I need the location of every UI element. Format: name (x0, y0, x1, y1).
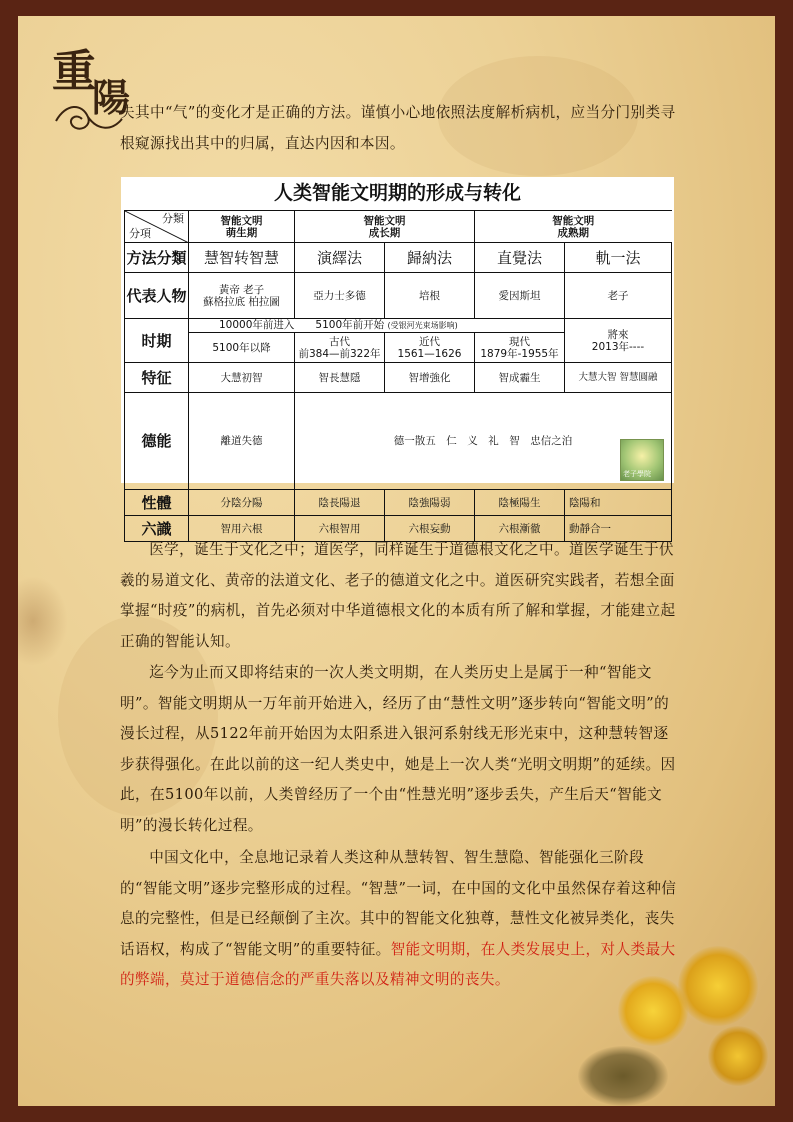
table-cell: 陰極陽生 (475, 490, 565, 516)
table-cell (475, 333, 565, 363)
table-cell: 六根智用 (295, 516, 385, 542)
header-text: 智能文明 成长期 (363, 214, 406, 239)
stamp-text: 老子學院 (623, 470, 651, 478)
paragraph-1: 医学，诞生于文化之中；道医学，同样诞生于道德根文化之中。道医学诞生于伏羲的易道文化、黄帝的法道文化、老子的德道文化之中。道医研究实践者，若想全面掌握“时疫”的病机，首先必须对中华道德根文化的本质有所了解和掌握，才能建立起正确的智能认知。 (120, 541, 676, 650)
table-cell (295, 333, 385, 363)
figure-title: 人类智能文明期的形成与转化 (273, 182, 521, 204)
table-cell: 六根妄動 (385, 516, 475, 542)
table-cell: 六根漸徹 (475, 516, 565, 542)
logo-swirl-icon (48, 101, 128, 141)
table-cell (189, 273, 295, 319)
table-cell: 老子 (565, 273, 672, 319)
table-cell (565, 319, 672, 363)
row-label: 性體 (125, 490, 189, 516)
table-cell (385, 333, 475, 363)
paragraph-intro: 失其中“气”的变化才是正确的方法。谨慎小心地依照法度解析病机，应当分门别类寻根窥源找出其中的归属，直达内因和本因。 (120, 104, 676, 152)
header-mature (475, 211, 672, 243)
table-cell: 5100年以降 (189, 333, 295, 363)
period-span-cell (189, 319, 565, 333)
table-cell: 培根 (385, 273, 475, 319)
table-row-method (125, 243, 672, 273)
table-cell: 陰強陽弱 (385, 490, 475, 516)
table-row-nature (125, 490, 672, 516)
table-corner-cell (125, 211, 189, 243)
cell-text: 將來 2013年---- (591, 328, 645, 353)
table-row-virtue (125, 393, 672, 490)
table-row-feature (125, 363, 672, 393)
chrysanthemum-icon (708, 1026, 768, 1086)
table-cell: 智成霾生 (475, 363, 565, 393)
cell-text: 古代 前384—前322年 (298, 335, 381, 360)
table-cell: 直覺法 (475, 243, 565, 273)
civilization-table (124, 210, 672, 542)
table-cell: 大慧初智 (189, 363, 295, 393)
table-cell: 演繹法 (295, 243, 385, 273)
table-cell: 愛因斯坦 (475, 273, 565, 319)
row-label: 六識 (125, 516, 189, 542)
period-top-text: 10000年前进入 5100年前开始 (219, 319, 385, 331)
table-header-row (125, 211, 672, 243)
document-page (18, 16, 775, 1106)
table-cell: 德一散五 仁 义 礼 智 忠信之泊 (295, 393, 672, 490)
chrysanthemum-icon (678, 946, 758, 1026)
table-cell: 智用六根 (189, 516, 295, 542)
table-cell: 陰長陽退 (295, 490, 385, 516)
table-cell: 歸納法 (385, 243, 475, 273)
logo-char-1: 重 (52, 46, 96, 97)
cell-text: 近代 1561—1626 (397, 335, 462, 360)
cell-text: 現代 1879年-1955年 (480, 335, 559, 360)
corner-top-label: 分類 (162, 212, 184, 225)
table-cell: 分陰分陽 (189, 490, 295, 516)
table-cell: 大慧大智 智慧圓融 (565, 363, 672, 393)
table-row-people (125, 273, 672, 319)
table-cell: 動靜合一 (565, 516, 672, 542)
table-cell: 智增強化 (385, 363, 475, 393)
corner-bottom-label: 分項 (129, 227, 151, 240)
row-label: 时期 (125, 319, 189, 363)
paragraph-3 (120, 843, 678, 996)
table-cell: 亞力士多德 (295, 273, 385, 319)
paragraph-3-text: 中国文化中，全息地记录着人类这种从慧转智、智生慧隐、智能强化三阶段的“智能文明”逐步完整形成的过程。“智慧”一词，在中国的文化中虽然保存着这种信息的完整性，但是已经颠倒了主次。其中的智能文化独尊，慧性文化被异类化，丧失话语权，构成了“智能文明”的重要特征。 (120, 849, 677, 958)
row-label: 德能 (125, 393, 189, 490)
row-label: 代表人物 (125, 273, 189, 319)
table-row-period-top (125, 319, 672, 333)
table-cell: 智長慧隱 (295, 363, 385, 393)
table-cell: 軌一法 (565, 243, 672, 273)
cell-text: 黃帝 老子 蘇格拉底 柏拉圖 (203, 283, 280, 308)
period-top-note: (受银河光束场影响) (387, 321, 458, 330)
table-cell: 離道失德 (189, 393, 295, 490)
header-text: 智能文明 萌生期 (220, 214, 263, 239)
civilization-table-figure (121, 177, 674, 538)
logo-char-2: 陽 (92, 75, 131, 120)
header-sprout (189, 211, 295, 243)
faded-flower-icon (18, 576, 68, 666)
row-label: 特征 (125, 363, 189, 393)
laozi-academy-stamp (620, 439, 664, 481)
header-growth (295, 211, 475, 243)
leaf-icon (578, 1046, 668, 1106)
paragraph-2: 迄今为止而又即将结束的一次人类文明期，在人类历史上是属于一种“智能文明”。智能文明期从一万年前开始进入，经历了由“慧性文明”逐步转向“智能文明”的漫长过程，从5122年前开始因为太阳系进入银河系射线无形光束中，这种慧转智逐步获得强化。在此以前的这一纪人类史中，她是上一次人类“光明文明期”的延续。因此，在5100年以前，人类曾经历了一个由“性慧光明”逐步丢失，产生后天“智能文明”的漫长转化过程。 (120, 664, 676, 834)
header-text: 智能文明 成熟期 (552, 214, 595, 239)
table-cell: 慧智转智慧 (189, 243, 295, 273)
row-label: 方法分類 (125, 243, 189, 273)
paragraph-3-highlight: 智能文明期，在人类发展史上，对人类最大的弊端，莫过于道德信念的严重失落以及精神文明的丧失。 (120, 940, 676, 989)
table-cell: 陰陽和 (565, 490, 672, 516)
